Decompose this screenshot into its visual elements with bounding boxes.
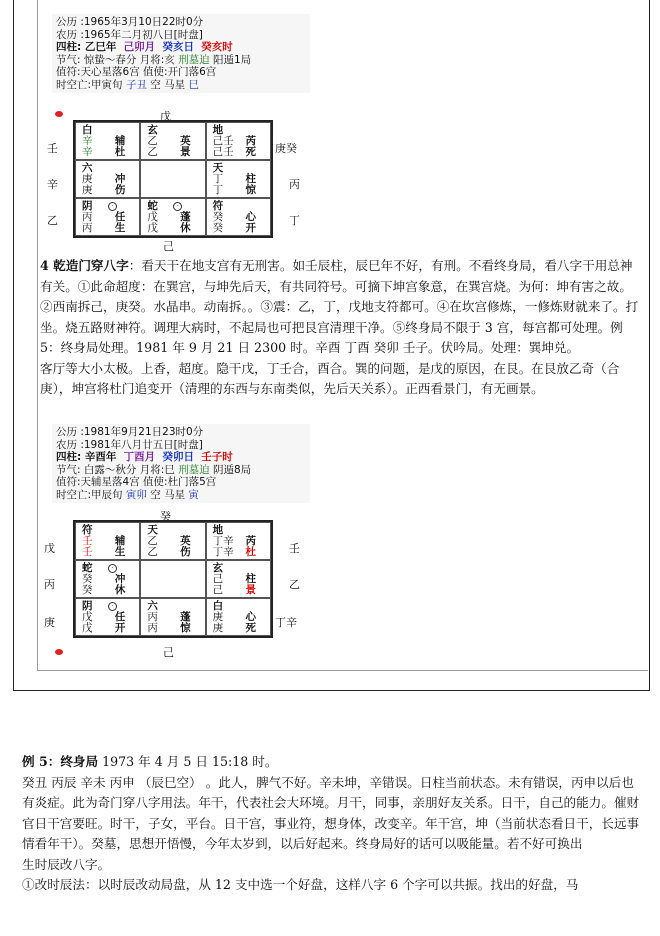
year-pillar: 辛酉年 <box>84 451 117 463</box>
palace-gen: 阴 · 戊 戊 任 开 <box>75 598 140 636</box>
paragraph-title: 4 乾造门穿八字 <box>40 258 129 273</box>
palace-xun: 符 壬 壬 辅 生 <box>75 522 140 560</box>
sizhu-row: 四柱: 辛酉年 丁酉月 癸卯日 壬子时 <box>56 451 233 463</box>
right-label: 丁 <box>289 214 300 227</box>
nongli-date: 农历 :1965年二月初八日[时盘] <box>56 28 203 41</box>
top-label: 癸 <box>160 510 171 523</box>
left-label: 庚 <box>44 616 55 629</box>
palace-li: 玄 乙 乙 英 景 <box>140 122 205 160</box>
chart-header <box>52 14 310 93</box>
palace-li: 天 乙 乙 英 伤 <box>140 522 205 560</box>
left-label: 戊 <box>44 542 55 555</box>
palace-kun: 地 丁辛 丁辛 芮 杜 <box>206 522 271 560</box>
hour-pillar: 癸亥时 <box>201 41 233 53</box>
zhifu-row: 值符:天辅星落4宫 值使:杜门落5宫 <box>56 476 217 488</box>
inner-border-bottom <box>37 670 648 671</box>
bottom-label: 己 <box>163 240 174 253</box>
palace-qian: 符 癸 癸 心 开 <box>206 198 271 236</box>
year-pillar: 乙巳年 <box>84 41 117 53</box>
nongli-date: 农历 :1981年八月廿五日[时盘] <box>56 438 203 451</box>
palace-grid-2 <box>73 520 273 638</box>
month-pillar: 丁酉月 <box>123 451 156 463</box>
red-dot-marker <box>55 649 63 655</box>
right-label: 壬 <box>289 542 300 555</box>
sun-icon: · <box>108 202 117 211</box>
sun-icon: · <box>108 602 117 611</box>
palace-qian: 白 庚 庚 心 死 <box>206 598 271 636</box>
article-body <box>40 256 644 400</box>
day-pillar: 癸卯日 <box>162 451 194 463</box>
chart-header <box>52 424 310 503</box>
left-label: 辛 <box>47 178 58 191</box>
example-5-section <box>22 752 640 896</box>
palace-kun: 地 己壬 己壬 芮 死 <box>206 122 271 160</box>
right-label: 丁辛 <box>275 616 297 629</box>
red-dot-marker <box>55 111 63 117</box>
palace-kan: 六 丙 丙 蓬 惊 <box>140 598 205 636</box>
sizhu-row: 四柱: 乙巳年 己卯月 癸亥日 癸亥时 <box>56 41 233 53</box>
month-pillar: 己卯月 <box>123 41 156 53</box>
palace-center <box>140 560 205 598</box>
palace-dui: 玄 己 己 柱 景 <box>206 560 271 598</box>
example-5-heading: 例 5：终身局 1973 年 4 月 5 日 15:18 时。 <box>22 754 278 769</box>
example-5-line2: 生时辰改八字。 <box>22 856 111 872</box>
right-label: 丙 <box>289 178 300 191</box>
jieqi-row: 节气: 白露～秋分 月将:巳 刑墓迫 阴遁8局 <box>56 463 252 476</box>
palace-grid-1 <box>73 120 273 238</box>
sun-icon: · <box>173 202 182 211</box>
kongwang-row: 时空亡:甲寅旬 子丑 空 马星 巳 <box>56 78 199 91</box>
left-label: 丙 <box>44 578 55 591</box>
paragraph-4: 4 乾造门穿八字：看天干在地支宫有无刑害。如壬辰柱，辰巳年不好，有刑。不看终身局，看八字干用总神有关。①此命超度：在巽宫，与坤先后天，有共同符号。可摘下坤宫象意，在巽宫烧。为何：坤有害之故。②西南拆己，庚癸。水晶串。动南拆。。③震：乙，丁，戊地支符都可。④在坎宫修炼，一修炼财就来了。打坐。烧五路财神符。调理大病时，不起局也可把艮宫清理干净。⑤终身局不限于 3 宫，每宫都可处理。例 5：终身局处理。1981 年 9 月 21 日 2300 时。辛酉 丁酉 癸卯 壬子。伏吟局。处理：巽坤兑。 <box>40 258 639 355</box>
kongwang-row: 时空亡:甲辰旬 寅卯 空 马星 寅 <box>56 488 199 501</box>
palace-zhen: 六 庚 庚 冲 伤 <box>75 160 140 198</box>
palace-xun: 白 辛 辛 辅 杜 <box>75 122 140 160</box>
left-label: 壬 <box>47 142 58 155</box>
gongli-date: 公历 :1981年9月21日23时0分 <box>56 426 204 438</box>
hour-pillar: 壬子时 <box>201 451 233 463</box>
palace-gen: 阴 · 丙 丙 任 生 <box>75 198 140 236</box>
zhifu-row: 值符:天心星落6宫 值使:开门落6宫 <box>56 66 217 78</box>
example-5-line3: ①改时辰法：以时辰改动局盘，从 12 支中选一个好盘，这样八字 6 个字可以共振。找出的好盘，马 <box>22 877 579 892</box>
bottom-label: 己 <box>163 646 174 659</box>
inner-border <box>37 0 38 670</box>
paragraph-5: 客厅等大小太极。上香，超度。隐干戊，丁壬合，酉合。巽的问题，是戊的原因，在艮。在艮放乙奇（合庚），坤宫将杜门追变开（清理的东西与东南类似，先后天关系）。正西看景门，有无画景。 <box>40 360 620 396</box>
example-5-body: 癸丑 丙辰 辛未 丙申 （辰巳空） 。此人，脾气不好。辛未坤，辛错误。日柱当前状态。未有错误，丙申以后也有炎症。此为奇门穿八字用法。年干，代表社会大环境。月干，同事，亲朋好友关系。日干，自己的能力。催财官日干宫要旺。时干，子女，平台。日干宫，事业符，想身体，改变辛。年干宫，坤（当前状态看日干，长远事情看年干）。癸墓，思想开悟慢，今年太岁到，以后好起来。终身局好的话可以吸能量。若不好可换出 <box>22 774 640 851</box>
palace-center <box>140 160 205 198</box>
right-label: 乙 <box>289 578 300 591</box>
day-pillar: 癸亥日 <box>162 41 194 53</box>
sun-icon: · <box>108 564 117 573</box>
left-label: 乙 <box>47 214 58 227</box>
jieqi-row: 节气: 惊蛰～春分 月将:亥 刑墓迫 阳遁1局 <box>56 53 252 66</box>
palace-dui: 天 丁 丁 柱 惊 <box>206 160 271 198</box>
top-label: 戊 <box>160 110 171 123</box>
palace-kan: 蛇 · 戊 戊 蓬 休 <box>140 198 205 236</box>
palace-zhen: 蛇 · 癸 癸 冲 休 <box>75 560 140 598</box>
gongli-date: 公历 :1965年3月10日22时0分 <box>56 16 204 28</box>
right-label: 庚癸 <box>275 142 297 155</box>
